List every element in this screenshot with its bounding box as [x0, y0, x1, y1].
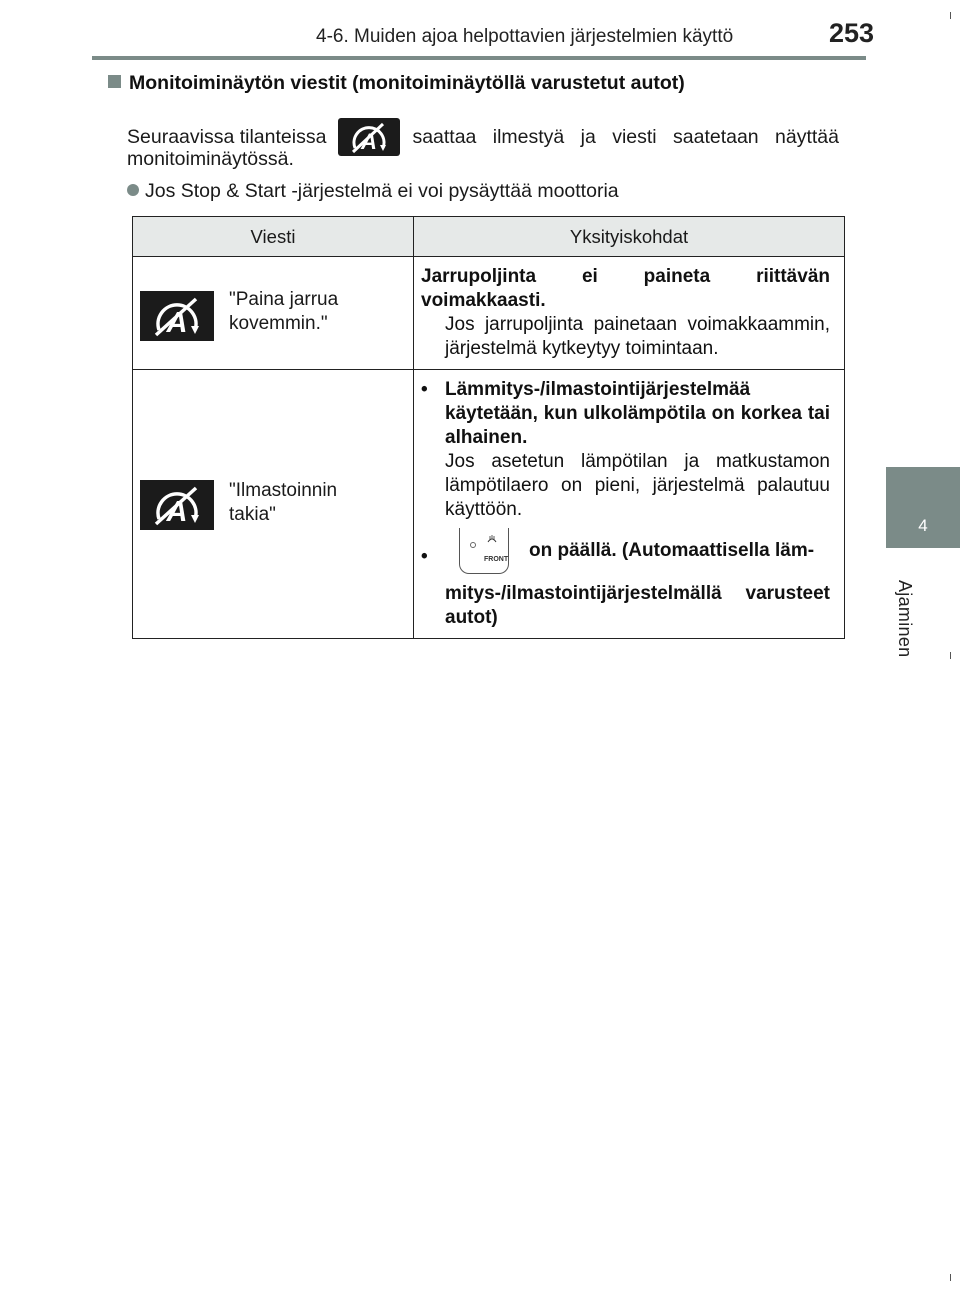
column-header-message: Viesti — [133, 217, 414, 257]
chapter-label: Ajaminen — [895, 580, 915, 658]
message-line: "Paina jarrua — [229, 289, 339, 310]
message-table — [132, 216, 845, 639]
message-line: takia" — [229, 504, 276, 525]
bullet-glyph: • — [421, 546, 428, 567]
table-header-row — [133, 217, 845, 257]
message-line: kovemmin." — [229, 313, 328, 334]
chapter-number: 4 — [918, 516, 928, 535]
message-cell — [133, 257, 414, 370]
detail-bold: mitys-/ilmastointijärjestelmällä varusteet autot) — [445, 583, 830, 628]
bullet-dot-icon — [127, 184, 139, 196]
svg-text:A: A — [166, 307, 188, 338]
defroster-icon — [487, 534, 497, 544]
page-number: 253 — [829, 18, 875, 48]
detail-text: Jos jarrupoljinta painetaan voimakkaammin, järjestelmä kytkeytyy toimintaan. — [445, 314, 830, 359]
detail-bold: Lämmitys-/ilmastointijärjestelmää käytetään, kun ulkolämpötila on korkea tai alhainen. — [445, 379, 830, 448]
message-text — [229, 479, 337, 527]
intro-line-2: monitoiminäytössä. — [127, 148, 294, 170]
intro-word: ja — [580, 125, 596, 148]
header-rule — [92, 56, 866, 60]
condition-bullet — [127, 180, 619, 203]
stop-start-off-icon — [338, 118, 400, 156]
stop-start-off-icon — [140, 291, 214, 341]
chapter-tab-rule — [886, 545, 960, 548]
detail-inline-row — [445, 528, 830, 574]
stop-start-off-icon — [140, 480, 214, 530]
svg-text:A: A — [361, 129, 378, 154]
intro-word: saatetaan — [673, 125, 759, 148]
crop-mark — [950, 1274, 951, 1281]
front-label: FRONT — [484, 556, 509, 563]
intro-word: ilmestyä — [492, 125, 565, 148]
condition-bullet-text: Jos Stop & Start -järjestelmä ei voi pysäyttää moottoria — [145, 180, 619, 202]
intro-text-before: Seuraavissa tilanteissa — [127, 125, 327, 148]
front-defroster-button-icon — [459, 528, 509, 574]
table-row — [133, 257, 845, 370]
heading-square-icon — [108, 75, 121, 88]
detail-bold: Jarrupoljinta ei paineta riittävän voimakkaasti. — [421, 266, 830, 311]
details-cell — [414, 257, 845, 370]
crop-mark — [950, 652, 951, 659]
intro-word: viesti — [612, 125, 657, 148]
table-row — [133, 370, 845, 639]
chapter-title: 4-6. Muiden ajoa helpottavien järjestelmien käyttö — [316, 26, 734, 47]
message-line: "Ilmastoinnin — [229, 480, 338, 501]
crop-mark — [950, 12, 951, 19]
message-cell — [133, 370, 414, 639]
page-header — [0, 0, 960, 60]
detail-text: Jos asetetun lämpötilan ja matkustamon lämpötilaero on pieni, järjestelmä palautuu käyttöön. — [445, 451, 830, 520]
column-header-details: Yksityiskohdat — [414, 217, 845, 257]
bullet-glyph: • — [421, 379, 428, 400]
section-heading-text: Monitoiminäytön viestit (monitoiminäytöllä varustetut autot) — [129, 72, 685, 94]
intro-word: saattaa — [412, 125, 477, 148]
intro-word: näyttää — [775, 125, 839, 148]
detail-item — [421, 528, 830, 630]
section-heading — [108, 72, 685, 95]
indicator-light-icon — [470, 542, 476, 548]
chapter-tab — [886, 467, 960, 545]
message-text — [229, 288, 338, 336]
detail-bold: on päällä. (Automaattisella läm- — [529, 540, 815, 561]
details-cell — [414, 370, 845, 639]
svg-text:A: A — [166, 496, 188, 527]
detail-item — [421, 378, 830, 522]
